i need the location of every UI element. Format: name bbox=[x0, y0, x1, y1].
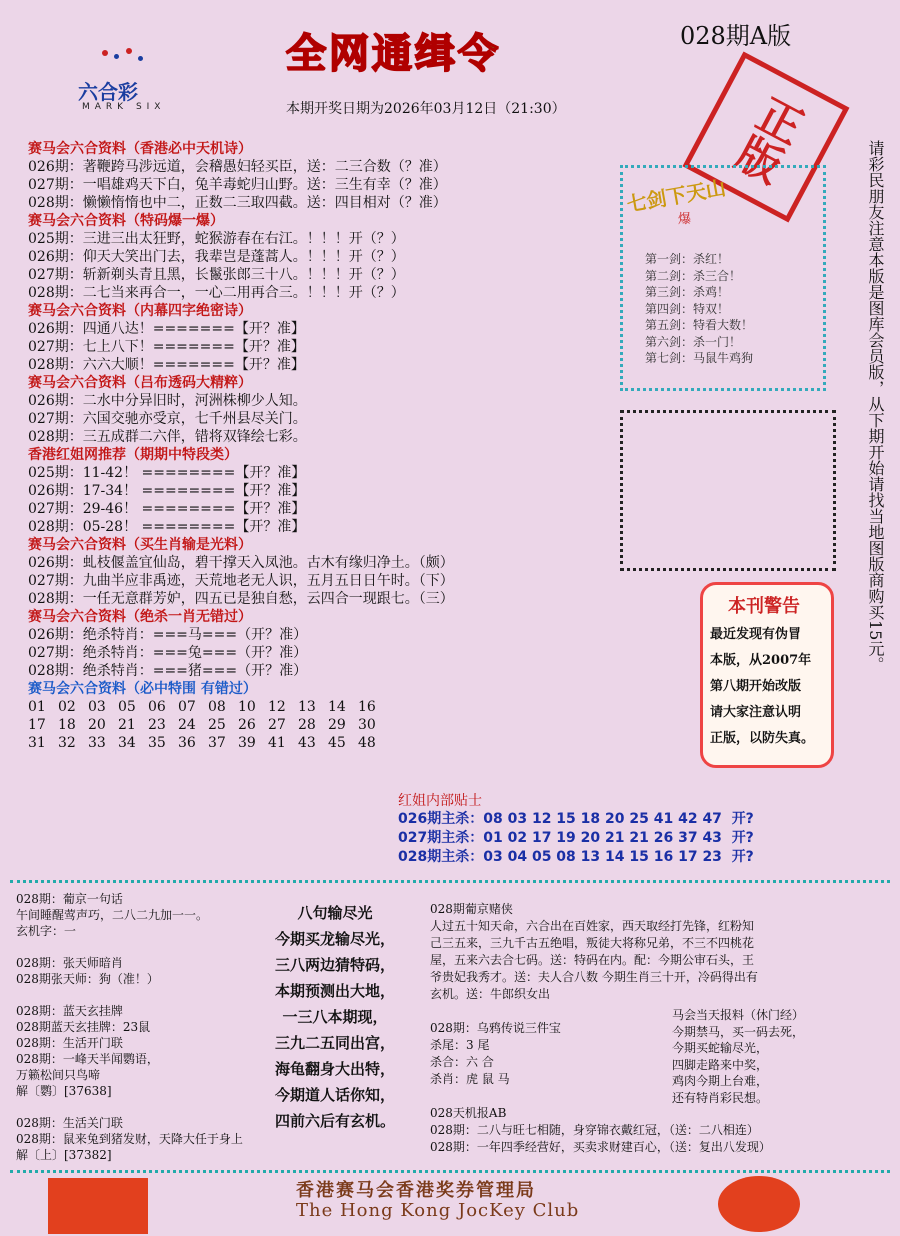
warning-line: 本版，从2007年 bbox=[710, 653, 812, 668]
poem-line: 三九二五同出宫， bbox=[274, 1034, 395, 1052]
sword-item: 第四剑：特双！ bbox=[645, 301, 730, 316]
footer-chinese-name: 香港赛马会香港奖券管理局 bbox=[296, 1180, 536, 1201]
section-line: 028期：绝杀特肖：===猪===（开？准） bbox=[28, 663, 308, 679]
bottom-right-line: 屋，五来六去合七码。送：特码在内。配：今期公审石头，王 bbox=[430, 953, 755, 967]
center-poem bbox=[255, 900, 415, 1134]
warning-line: 第八期开始改版 bbox=[710, 679, 802, 694]
warning-line: 最近发现有伪冒 bbox=[710, 627, 802, 642]
bottom-right-line: 杀合：六 合 bbox=[430, 1055, 494, 1069]
numbers-row bbox=[28, 698, 608, 716]
sword-item: 第二剑：杀三合！ bbox=[645, 268, 742, 283]
section-line: 028期：三五成群二六伴，错将双锋绘七彩。 bbox=[28, 429, 307, 445]
sword-item: 第三剑：杀鸡！ bbox=[645, 285, 730, 299]
section-line: 028期：二七当来再合一，一心二用再合三。！！！开（？） bbox=[28, 285, 405, 301]
number-cell: 03 bbox=[88, 699, 106, 715]
section-line: 027期：六国交驰亦受京，七千州县尽关门。 bbox=[28, 411, 307, 427]
number-cell: 07 bbox=[178, 699, 196, 715]
bottom-left-line: 028期：蓝天玄挂牌 bbox=[16, 1004, 123, 1018]
section-line: 027期：斩新剃头青且黑，长鬣张郎三十八。！！！开（？） bbox=[28, 267, 405, 283]
section-line: 028期：一任无意群芳妒，四五已是独自愁，云四合一现跟七。（三） bbox=[28, 591, 454, 607]
main-kill-numbers: 08 03 12 15 18 20 25 41 42 47 bbox=[483, 811, 722, 827]
number-cell: 29 bbox=[328, 717, 346, 733]
section-line: 026期：虬枝偃盖宜仙岛，碧干撑天入凤池。古木有缘归净土。（颇） bbox=[28, 555, 454, 571]
number-cell: 14 bbox=[328, 699, 346, 715]
number-cell: 36 bbox=[178, 735, 196, 751]
sword-item: 第五剑：特看大数！ bbox=[645, 318, 754, 332]
bottom-left-line: 028期：鼠来兔到猪发财，天降大任于身上 bbox=[16, 1132, 243, 1146]
sword-item: 第七剑：马鼠牛鸡狗 bbox=[645, 351, 754, 365]
number-cell: 35 bbox=[148, 735, 166, 751]
section-title: 赛马会六合资料（绝杀一肖无错过） bbox=[28, 609, 252, 625]
seven-swords-title: 七剑下天山 bbox=[624, 175, 728, 217]
bottom-left-line: 午间睡醒莺声巧，二八二九加一一。 bbox=[16, 908, 209, 922]
bottom-left-line: 玄机字：一 bbox=[16, 924, 77, 938]
poem-line: 三八两边猜特码， bbox=[274, 956, 395, 974]
bottom-right-line: 028期：二八与旺七相随，身穿锦衣戴红冠，（送：二八相连） bbox=[430, 1123, 759, 1137]
main-kill-row bbox=[398, 808, 754, 827]
sword-item: 第六剑：杀一门！ bbox=[645, 334, 742, 349]
main-kill-numbers: 03 04 05 08 13 14 15 16 17 23 bbox=[483, 849, 722, 865]
bottom-right-line: 玄机。送：牛郎织女出 bbox=[430, 987, 551, 1001]
number-cell: 26 bbox=[238, 717, 256, 733]
main-kill-row bbox=[398, 846, 754, 865]
number-cell: 23 bbox=[148, 717, 166, 733]
poem-line: 一三八本期现， bbox=[282, 1008, 388, 1026]
warning-line: 正版，以防失真。 bbox=[710, 731, 815, 746]
section-line: 027期：七上八下！=======【开？准】 bbox=[28, 339, 305, 355]
right-poem-line: 马会当天报料（休门经） bbox=[672, 1008, 805, 1022]
bottom-left-line: 解〔鹦〕[37638] bbox=[16, 1084, 112, 1098]
right-poem-line: 鸡肉今期上台难， bbox=[672, 1074, 769, 1088]
number-cell: 30 bbox=[358, 717, 376, 733]
number-cell: 21 bbox=[118, 717, 136, 733]
number-cell: 10 bbox=[238, 699, 256, 715]
main-kill-label: 028期主杀： bbox=[398, 849, 484, 865]
bottom-left-line: 028期：张天师暗肖 bbox=[16, 956, 123, 970]
bottom-right-line: 028天机报AB bbox=[430, 1106, 507, 1120]
main-kill-list bbox=[398, 808, 754, 865]
section-line: 027期：29-46！ ========【开？准】 bbox=[28, 501, 306, 517]
number-cell: 01 bbox=[28, 699, 46, 715]
section-divider bbox=[10, 880, 890, 883]
number-cell: 02 bbox=[58, 699, 76, 715]
poem-line: 本期预测出大地， bbox=[274, 982, 395, 1000]
right-poem-line: 还有特肖彩民想。 bbox=[672, 1090, 769, 1105]
number-cell: 17 bbox=[28, 717, 46, 733]
authentic-stamp: 正版 bbox=[683, 51, 850, 222]
bottom-left-line bbox=[16, 1098, 266, 1114]
draw-date: 本期开奖日期为2026年03月12日（21:30） bbox=[286, 101, 566, 117]
number-cell: 18 bbox=[58, 717, 76, 733]
main-kill-label: 026期主杀： bbox=[398, 811, 484, 827]
poem-line: 海龟翻身大出特， bbox=[274, 1060, 395, 1078]
poem-line: 八句输尽光 bbox=[297, 904, 373, 922]
seven-swords-subtitle: 爆 bbox=[678, 212, 692, 227]
logo-mark bbox=[92, 48, 162, 74]
bottom-right-line: 028期：一年四季经营好，买卖求财建百心，（送：复出八发现） bbox=[430, 1140, 771, 1154]
right-poem bbox=[672, 1006, 872, 1105]
number-cell: 39 bbox=[238, 735, 256, 751]
section-line: 026期：二水中分异旧时，河洲株柳少人知。 bbox=[28, 393, 307, 409]
section-line: 027期：一唱雄鸡天下白，兔羊毒蛇归山野。送：三生有幸（？准） bbox=[28, 177, 447, 193]
seven-swords-list bbox=[645, 250, 753, 366]
main-kill-numbers: 01 02 17 19 20 21 21 26 37 43 bbox=[483, 830, 722, 846]
section-title: 赛马会六合资料（特码爆一爆） bbox=[28, 213, 224, 229]
section-title: 香港红姐网推荐（期期中特段类） bbox=[28, 447, 238, 463]
number-cell: 33 bbox=[88, 735, 106, 751]
bottom-left-line: 万籁松间只鸟啼 bbox=[16, 1068, 101, 1082]
number-cell: 45 bbox=[328, 735, 346, 751]
main-kill-row bbox=[398, 827, 754, 846]
poem-line: 四前六后有玄机。 bbox=[274, 1112, 395, 1130]
number-cell: 06 bbox=[148, 699, 166, 715]
vertical-notice: 请彩民朋友注意本版是图库会员版，从下期开始请找当地图版商购买15元。 bbox=[866, 140, 885, 673]
bottom-right-line: 己三五来，三九千古五绝唱，叛徒大将称兄弟，不三不四桃花 bbox=[430, 936, 755, 950]
section-line: 026期：著鞭跨马涉远道，会稽愚妇轻买臣，送：二三合数（？准） bbox=[28, 159, 447, 175]
section-line: 026期：四通八达！=======【开？准】 bbox=[28, 321, 305, 337]
bottom-right-line: 爷贵妃我秀才。送：夫人合八数 今期生肖三十开，冷码得出有 bbox=[430, 970, 758, 984]
logo-text: 六合彩 bbox=[78, 80, 138, 104]
right-poem-line: 四脚走路来中奖， bbox=[672, 1057, 769, 1072]
section-line: 026期：仰天大笑出门去，我辈岂是蓬蒿人。！！！开（？） bbox=[28, 249, 405, 265]
seal-logo-icon bbox=[718, 1176, 800, 1232]
issue-label: 028期A版 bbox=[680, 22, 792, 50]
section-line: 026期：绝杀特肖：===马===（开？准） bbox=[28, 627, 308, 643]
hongjie-title: 红姐内部贴士 bbox=[398, 793, 482, 809]
right-poem-line: 今期禁马，买一码去死， bbox=[672, 1024, 805, 1039]
number-cell: 16 bbox=[358, 699, 376, 715]
number-cell: 32 bbox=[58, 735, 76, 751]
section-line: 027期：九曲半应非禹迹，天荒地老无人识，五月五日日午时。（下） bbox=[28, 573, 454, 589]
number-cell: 08 bbox=[208, 699, 226, 715]
section-title: 赛马会六合资料（买生肖输是光料） bbox=[28, 537, 252, 553]
section-line: 027期：绝杀特肖：===兔===（开？准） bbox=[28, 645, 308, 661]
bottom-right-line: 028期葡京赌侠 bbox=[430, 902, 513, 916]
bottom-left-line: 028期：生活开门联 bbox=[16, 1036, 123, 1050]
bottom-left-line: 028期：一峰天半闻鹦语， bbox=[16, 1052, 159, 1066]
footer-english-name: The Hong Kong JocKey Club bbox=[296, 1200, 580, 1221]
blank-placeholder-box bbox=[620, 410, 836, 571]
section-line: 028期：懒懒惰惰也中二，正数二三取四截。送：四目相对（？准） bbox=[28, 195, 447, 211]
warning-line: 请大家注意认明 bbox=[710, 705, 802, 720]
warning-title: 本刊警告 bbox=[728, 596, 800, 617]
main-kill-open: 开? bbox=[731, 849, 754, 865]
bottom-right-line: 杀肖：虎 鼠 马 bbox=[430, 1072, 510, 1086]
section-title: 赛马会六合资料（吕布透码大精粹） bbox=[28, 375, 252, 391]
bottom-left-line bbox=[16, 986, 266, 1002]
logo-subtitle: MARK SIX bbox=[82, 102, 166, 112]
bottom-right-line: 人过五十知天命，六合出在百姓家，西天取经打先锋，红粉知 bbox=[430, 919, 755, 933]
bottom-left-column bbox=[16, 890, 266, 1162]
bottom-left-line: 028期蓝天玄挂牌：23鼠 bbox=[16, 1020, 151, 1034]
numbers-row bbox=[28, 716, 608, 734]
section-line: 026期：17-34！ ========【开？准】 bbox=[28, 483, 306, 499]
bottom-left-line: 028期张天师：狗（准！） bbox=[16, 972, 159, 986]
page-title: 全网通缉令 bbox=[286, 30, 501, 77]
number-cell: 27 bbox=[268, 717, 286, 733]
bottom-left-line: 028期：葡京一句话 bbox=[16, 892, 123, 906]
left-column bbox=[28, 140, 608, 752]
main-kill-open: 开? bbox=[731, 811, 754, 827]
jockey-club-logo-icon bbox=[48, 1178, 148, 1234]
number-cell: 24 bbox=[178, 717, 196, 733]
section-line: 028期：05-28！ ========【开？准】 bbox=[28, 519, 306, 535]
section-line: 025期：三进三出太狂野，蛇猴游春在右江。！！！开（？） bbox=[28, 231, 405, 247]
bottom-left-line bbox=[16, 938, 266, 954]
sword-item: 第一剑：杀红！ bbox=[645, 252, 730, 266]
number-cell: 13 bbox=[298, 699, 316, 715]
section-title: 赛马会六合资料（香港必中天机诗） bbox=[28, 141, 252, 157]
number-cell: 41 bbox=[268, 735, 286, 751]
number-cell: 28 bbox=[298, 717, 316, 733]
number-cell: 34 bbox=[118, 735, 136, 751]
bottom-right-line: 028期：乌鸦传说三件宝 bbox=[430, 1021, 561, 1035]
bottom-left-line: 解〔上〕[37382] bbox=[16, 1148, 112, 1162]
main-kill-open: 开? bbox=[731, 830, 754, 846]
bottom-right-line: 杀尾：3 尾 bbox=[430, 1038, 490, 1052]
number-cell: 48 bbox=[358, 735, 376, 751]
number-cell: 25 bbox=[208, 717, 226, 733]
section-line: 025期：11-42！ ========【开？准】 bbox=[28, 465, 306, 481]
section-line: 028期：六六大顺！=======【开？准】 bbox=[28, 357, 305, 373]
footer-divider bbox=[10, 1170, 890, 1173]
numbers-row bbox=[28, 734, 608, 752]
number-cell: 37 bbox=[208, 735, 226, 751]
warning-body bbox=[710, 622, 820, 752]
number-cell: 43 bbox=[298, 735, 316, 751]
number-cell: 20 bbox=[88, 717, 106, 733]
right-poem-line: 今期买蛇输尽光， bbox=[672, 1041, 769, 1055]
poem-line: 今期道人话你知， bbox=[274, 1086, 395, 1104]
bottom-left-line: 028期：生活关门联 bbox=[16, 1116, 123, 1130]
number-cell: 12 bbox=[268, 699, 286, 715]
numbers-title: 赛马会六合资料（必中特围 有错过） bbox=[28, 681, 257, 697]
poem-line: 今期买龙输尽光， bbox=[274, 930, 395, 948]
main-kill-label: 027期主杀： bbox=[398, 830, 484, 846]
number-cell: 05 bbox=[118, 699, 136, 715]
section-title: 赛马会六合资料（内幕四字绝密诗） bbox=[28, 303, 252, 319]
number-cell: 31 bbox=[28, 735, 46, 751]
